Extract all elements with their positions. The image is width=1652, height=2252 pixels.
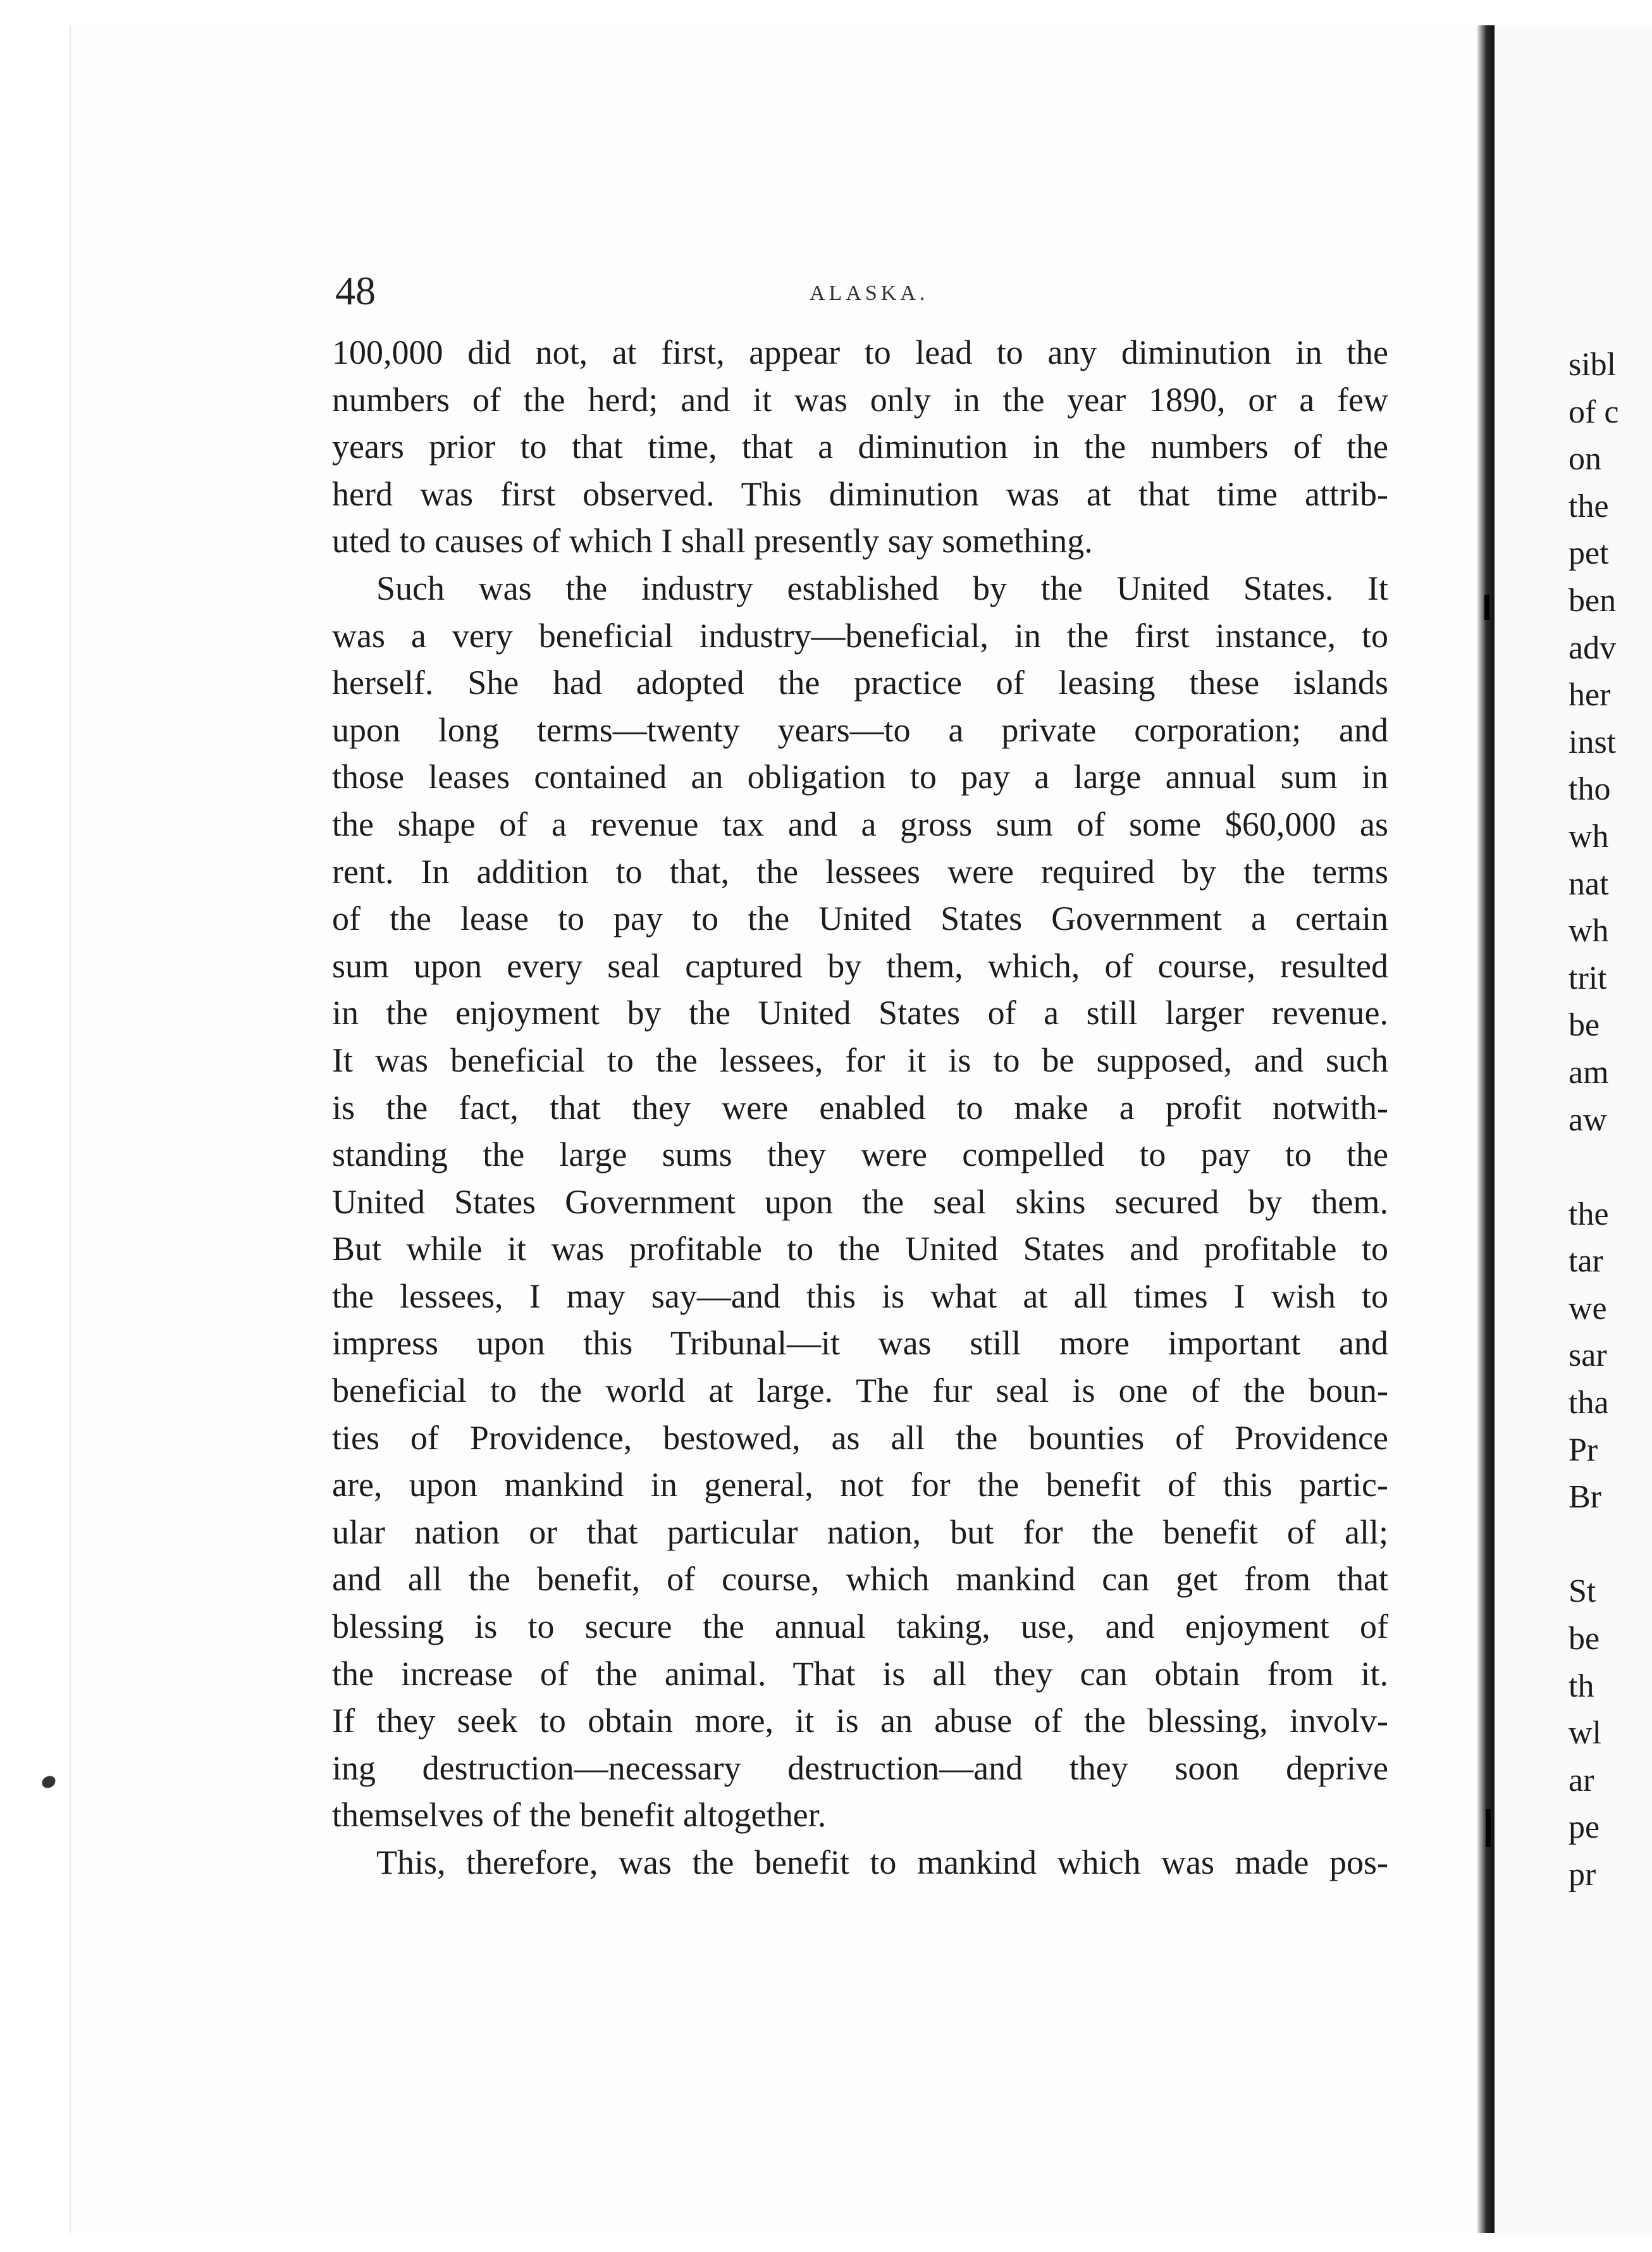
text-line: are, upon mankind in general, not for the benefit of this partic- [332, 1466, 1388, 1504]
text-line: But while it was profitable to the United States and profitable to [332, 1230, 1388, 1268]
text-line: the increase of the animal. That is all they can obtain from it. [332, 1654, 1388, 1693]
text-line: sum upon every seal captured by them, which, of course, resulted [332, 946, 1388, 985]
facing-fragment: th [1569, 1667, 1594, 1704]
text-line: was a very beneficial industry—beneficial, in the first instance, to [332, 616, 1388, 655]
text-line: years prior to that time, that a diminution in the numbers of the [332, 428, 1388, 466]
paragraph-1 [332, 329, 1388, 565]
facing-fragment: nat [1569, 865, 1609, 902]
text-line: of the lease to pay to the United States Government a certain [332, 900, 1388, 938]
facing-fragment: on [1569, 441, 1601, 478]
text-line: rent. In addition to that, the lessees were required by the terms [332, 852, 1388, 891]
text-line: those leases contained an obligation to pay a large annual sum in [332, 758, 1388, 796]
text-line: herd was first observed. This diminution was at that time attrib- [332, 474, 1388, 513]
text-line: standing the large sums they were compelled to pay to the [332, 1135, 1388, 1174]
facing-fragment: pr [1569, 1857, 1596, 1893]
facing-fragment: be [1569, 1621, 1600, 1657]
text-line: impress upon this Tribunal—it was still more important and [332, 1324, 1388, 1363]
text-line: and all the benefit, of course, which mankind can get from that [332, 1560, 1388, 1599]
running-head [335, 266, 1391, 323]
facing-fragment: ar [1569, 1762, 1594, 1798]
text-line: ular nation or that particular nation, but for the benefit of all; [332, 1513, 1388, 1551]
text-line: the shape of a revenue tax and a gross sum of some $60,000 as [332, 805, 1388, 843]
running-title: ALASKA. [810, 282, 929, 305]
facing-fragment: inst [1569, 724, 1617, 760]
facing-fragment: ben [1569, 582, 1617, 619]
facing-fragment: wl [1569, 1715, 1601, 1752]
facing-fragment: sar [1569, 1337, 1607, 1374]
text-line: ties of Providence, bestowed, as all the bounties of Providence [332, 1418, 1388, 1457]
text-line: in the enjoyment by the United States of a still larger revenue. [332, 994, 1388, 1032]
paragraph-3 [332, 1839, 1388, 1886]
text-line: the lessees, I may say—and this is what at all times I wish to [332, 1277, 1388, 1315]
facing-fragment: the [1569, 488, 1609, 524]
text-line: blessing is to secure the annual taking, use, and enjoyment of [332, 1607, 1388, 1646]
text-line: herself. She had adopted the practice of leasing these islands [332, 664, 1388, 702]
facing-fragment: St [1569, 1573, 1596, 1610]
text-line: This, therefore, was the benefit to mankind which was made pos- [376, 1843, 1388, 1881]
facing-fragment: Br [1569, 1479, 1601, 1516]
facing-fragment: pet [1569, 535, 1609, 572]
facing-fragment: tho [1569, 771, 1611, 808]
text-line: uted to causes of which I shall presently say something. [332, 522, 1093, 560]
facing-fragment: Pr [1569, 1432, 1598, 1468]
text-line: United States Government upon the seal skins secured by them. [332, 1182, 1388, 1221]
text-line: 100,000 did not, at first, appear to lead to any diminution in the [332, 333, 1388, 371]
facing-fragment: sibl [1569, 347, 1617, 383]
facing-fragment: trit [1569, 960, 1607, 996]
text-line: If they seek to obtain more, it is an abuse of the blessing, involv- [332, 1702, 1388, 1740]
paragraph-2 [332, 565, 1388, 1839]
facing-fragment: adv [1569, 629, 1617, 666]
page-gutter [1477, 25, 1495, 2233]
text-line: It was beneficial to the lessees, for it is to be supposed, and such [332, 1041, 1388, 1079]
text-line: upon long terms—twenty years—to a private corporation; and [332, 710, 1388, 749]
facing-fragment: we [1569, 1290, 1607, 1327]
facing-fragment: the [1569, 1196, 1609, 1232]
facing-fragment: be [1569, 1007, 1600, 1044]
facing-fragment: her [1569, 677, 1611, 714]
gutter-mark [1484, 595, 1489, 620]
facing-fragment: wh [1569, 913, 1609, 950]
facing-fragment: tha [1569, 1385, 1609, 1421]
facing-fragment: aw [1569, 1101, 1607, 1138]
facing-fragment: am [1569, 1054, 1609, 1091]
text-line: numbers of the herd; and it was only in the year 1890, or a few [332, 380, 1388, 419]
text-line: themselves of the benefit altogether. [332, 1796, 827, 1834]
text-line: ing destruction—necessary destruction—and they soon deprive [332, 1748, 1388, 1787]
scan-margin [0, 0, 70, 2252]
body-text [332, 329, 1388, 1886]
facing-fragment: pe [1569, 1809, 1600, 1846]
facing-page-text [1569, 342, 1652, 1899]
page-number: 48 [335, 268, 376, 313]
text-line: beneficial to the world at large. The fur seal is one of the boun- [332, 1371, 1388, 1410]
facing-fragment: wh [1569, 818, 1609, 855]
text-line: is the fact, that they were enabled to make a profit notwith- [332, 1088, 1388, 1127]
facing-fragment: tar [1569, 1243, 1603, 1280]
facing-fragment: of c [1569, 393, 1619, 430]
gutter-mark [1486, 1809, 1491, 1847]
text-line: Such was the industry established by the United States. It [376, 569, 1388, 607]
